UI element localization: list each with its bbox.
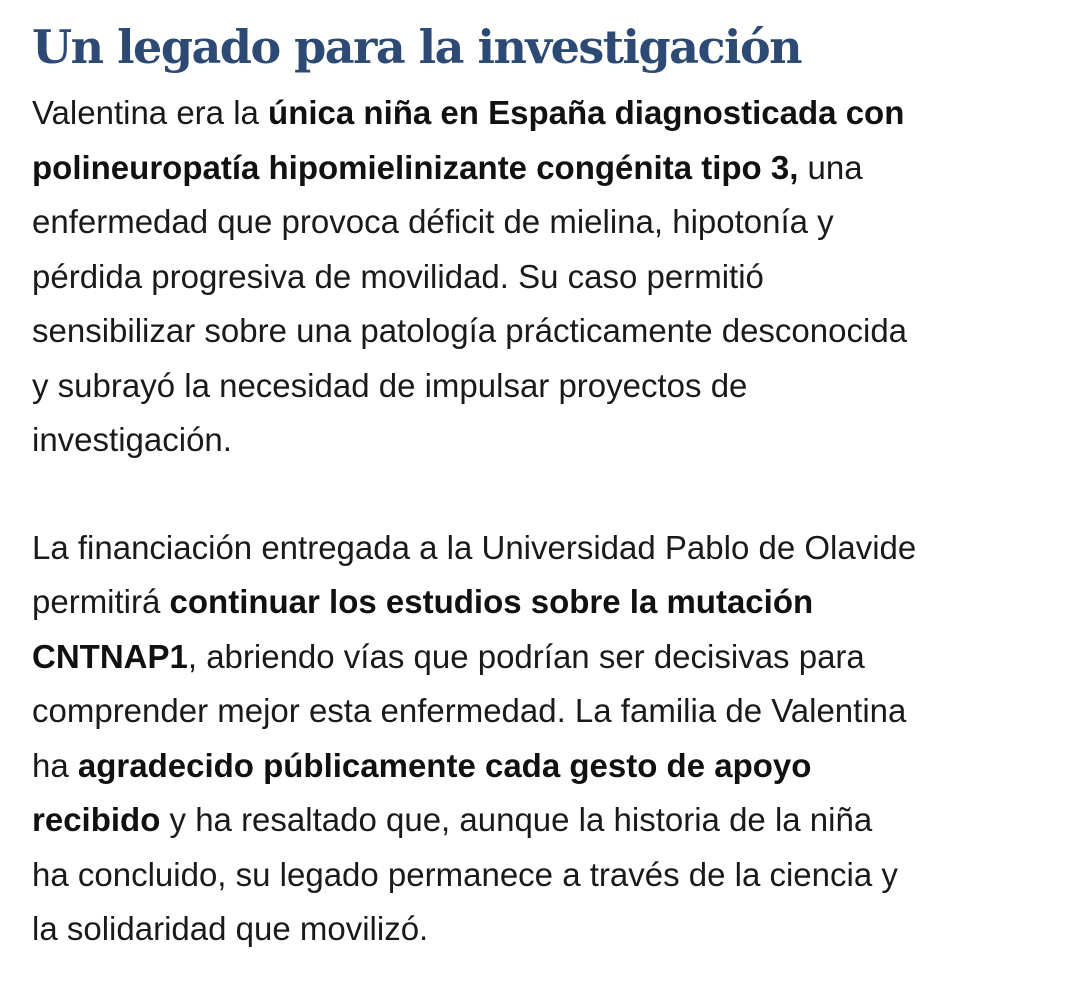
p2-line-3-text: , abriendo vías que podrían ser decisivas para [187,637,865,675]
p2-line-2-bold: continuar los estudios sobre la mutación [169,583,814,620]
p1-line-1-text: Valentina era la [32,94,269,131]
p2-line-3-bold: CNTNAP1 [32,637,188,675]
p1-line-2-bold: polineuropatía hipomielinizante congénita tipo 3, [32,148,799,186]
p2-line-2-text: permitirá [32,583,170,620]
p1-line-2 [32,141,1062,196]
p2-line-6-bold: recibido [32,801,161,838]
p1-line-1-bold: única niña en España diagnosticada con [268,94,905,131]
p2-line-8: la solidaridad que movilizó. [32,910,429,947]
p2-line-1: La financiación entregada a la Universidad Pablo de Olavide [32,528,917,566]
p1-line-3: enfermedad que provoca déficit de mielina, hipotonía y [32,203,834,240]
p2-line-5 [32,739,1062,794]
section-heading: Un legado para la investigación [32,20,802,74]
article-body [32,14,1062,957]
paragraph-1 [32,86,1062,468]
p2-line-6-text: y ha resaltado que, aunque la historia de la niña [160,801,873,838]
p1-line-2-text: una [798,148,863,186]
p2-line-6 [32,793,1062,848]
p2-line-5-text: ha [32,746,78,784]
p1-line-7: investigación. [32,421,232,458]
p2-line-4: comprender mejor esta enfermedad. La familia de Valentina [32,692,907,729]
p2-line-3 [32,630,1062,685]
p2-line-5-bold: agradecido públicamente cada gesto de apoyo [77,746,812,784]
p1-line-4: pérdida progresiva de movilidad. Su caso permitió [32,257,764,295]
p2-line-2 [32,575,1062,630]
p2-line-7: ha concluido, su legado permanece a través de la ciencia y [32,855,898,893]
p1-line-6: y subrayó la necesidad de impulsar proyectos de [32,366,748,404]
p1-line-1 [32,86,1062,141]
p1-line-5: sensibilizar sobre una patología prácticamente desconocida [32,312,908,349]
paragraph-2 [32,521,1062,957]
